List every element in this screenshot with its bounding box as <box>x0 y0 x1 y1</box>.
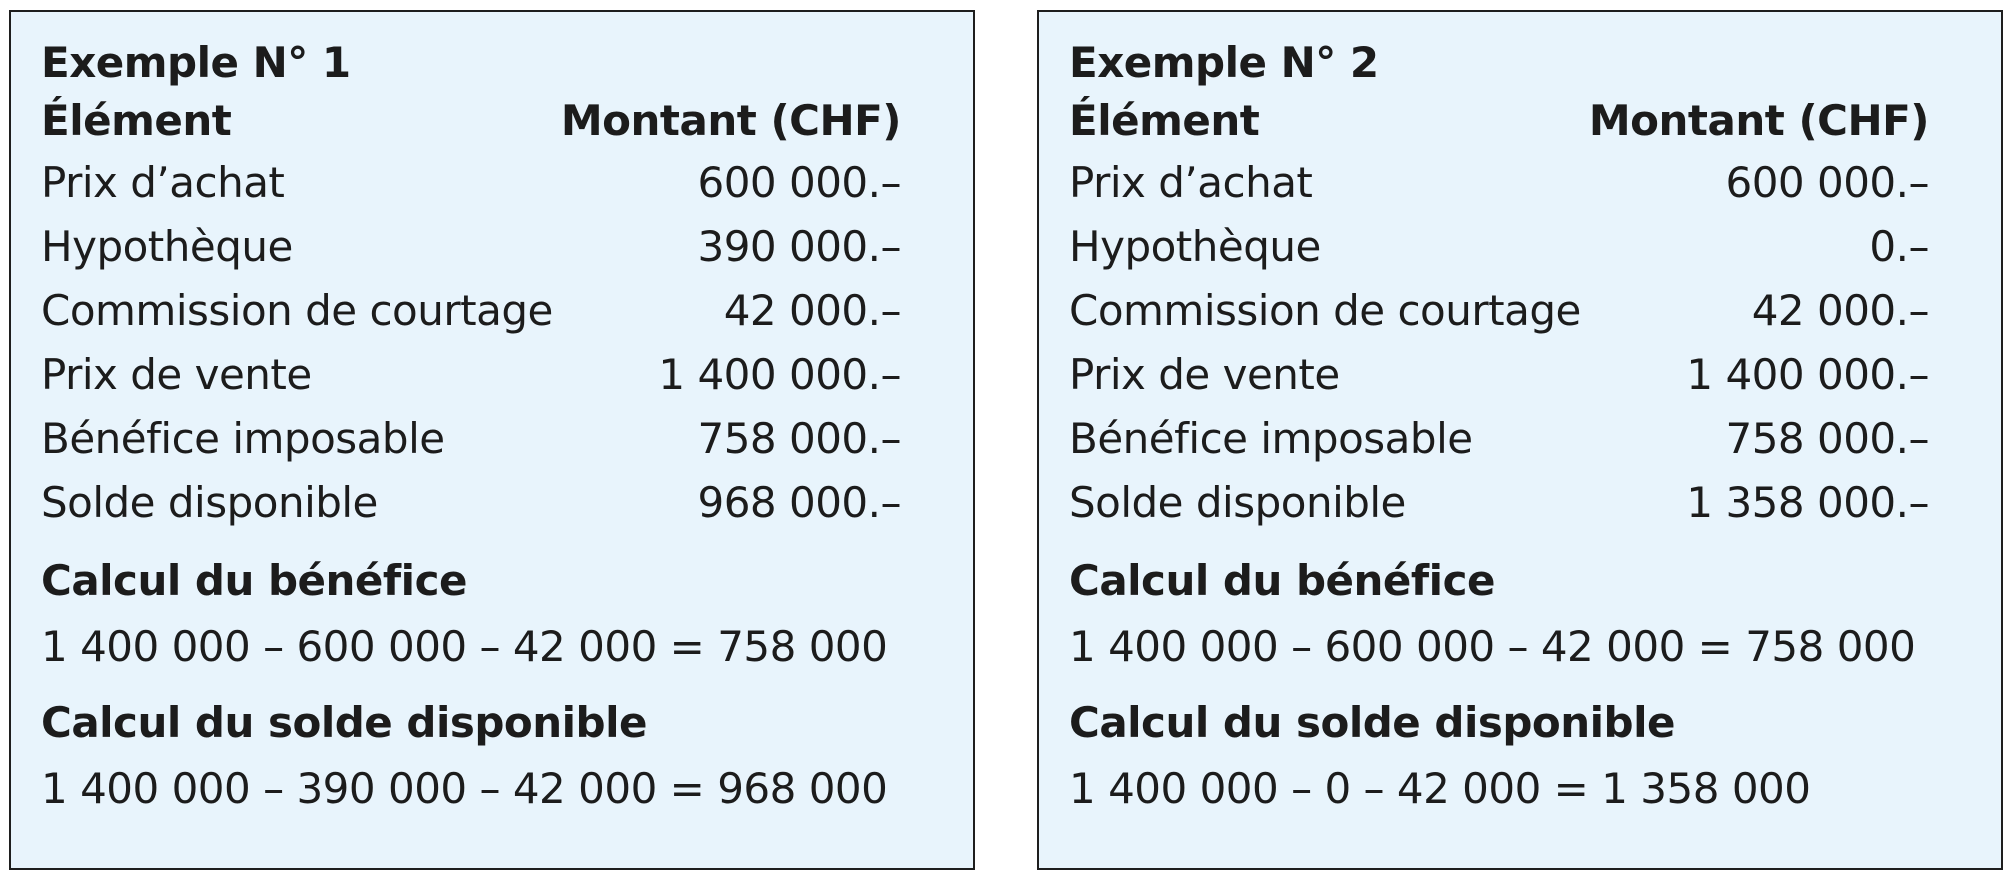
row-amount: 42 000.– <box>723 286 901 335</box>
table-row <box>1069 350 1929 410</box>
profit-heading: Calcul du bénéfice <box>1069 556 1495 605</box>
profit-heading: Calcul du bénéfice <box>41 556 467 605</box>
table-row <box>41 414 901 474</box>
table-row <box>41 478 901 538</box>
table-row <box>1069 478 1929 538</box>
table-row <box>41 286 901 346</box>
column-header-element: Élément <box>41 96 232 145</box>
profit-formula: 1 400 000 – 600 000 – 42 000 = 758 000 <box>1069 622 1916 671</box>
row-amount: 758 000.– <box>697 414 901 463</box>
table-row <box>41 350 901 410</box>
row-label: Hypothèque <box>41 222 293 271</box>
profit-formula: 1 400 000 – 600 000 – 42 000 = 758 000 <box>41 622 888 671</box>
row-label: Hypothèque <box>1069 222 1321 271</box>
table-header <box>1069 96 1929 156</box>
row-label: Solde disponible <box>1069 478 1406 527</box>
row-amount: 1 358 000.– <box>1686 478 1929 527</box>
example-title: Exemple N° 1 <box>41 38 351 87</box>
row-amount: 1 400 000.– <box>658 350 901 399</box>
table-row <box>41 222 901 282</box>
table-row <box>1069 222 1929 282</box>
row-label: Prix d’achat <box>41 158 285 207</box>
table-row <box>1069 286 1929 346</box>
table-row <box>1069 414 1929 474</box>
row-label: Prix d’achat <box>1069 158 1313 207</box>
balance-heading: Calcul du solde disponible <box>41 698 648 747</box>
row-amount: 42 000.– <box>1751 286 1929 335</box>
row-amount: 968 000.– <box>697 478 901 527</box>
column-header-amount: Montant (CHF) <box>1588 96 1929 145</box>
balance-heading: Calcul du solde disponible <box>1069 698 1676 747</box>
column-header-element: Élément <box>1069 96 1260 145</box>
table-header <box>41 96 901 156</box>
row-label: Bénéfice imposable <box>1069 414 1473 463</box>
row-label: Bénéfice imposable <box>41 414 445 463</box>
row-amount: 600 000.– <box>1725 158 1929 207</box>
row-label: Prix de vente <box>41 350 312 399</box>
table-row <box>41 158 901 218</box>
example-title: Exemple N° 2 <box>1069 38 1379 87</box>
row-label: Commission de courtage <box>1069 286 1581 335</box>
row-label: Solde disponible <box>41 478 378 527</box>
row-amount: 0.– <box>1869 222 1929 271</box>
table-row <box>1069 158 1929 218</box>
row-amount: 758 000.– <box>1725 414 1929 463</box>
row-amount: 390 000.– <box>697 222 901 271</box>
row-label: Commission de courtage <box>41 286 553 335</box>
row-amount: 600 000.– <box>697 158 901 207</box>
column-header-amount: Montant (CHF) <box>560 96 901 145</box>
balance-formula: 1 400 000 – 0 – 42 000 = 1 358 000 <box>1069 764 1811 813</box>
row-amount: 1 400 000.– <box>1686 350 1929 399</box>
balance-formula: 1 400 000 – 390 000 – 42 000 = 968 000 <box>41 764 888 813</box>
example-card-1 <box>9 10 975 870</box>
example-card-2 <box>1037 10 2003 870</box>
row-label: Prix de vente <box>1069 350 1340 399</box>
